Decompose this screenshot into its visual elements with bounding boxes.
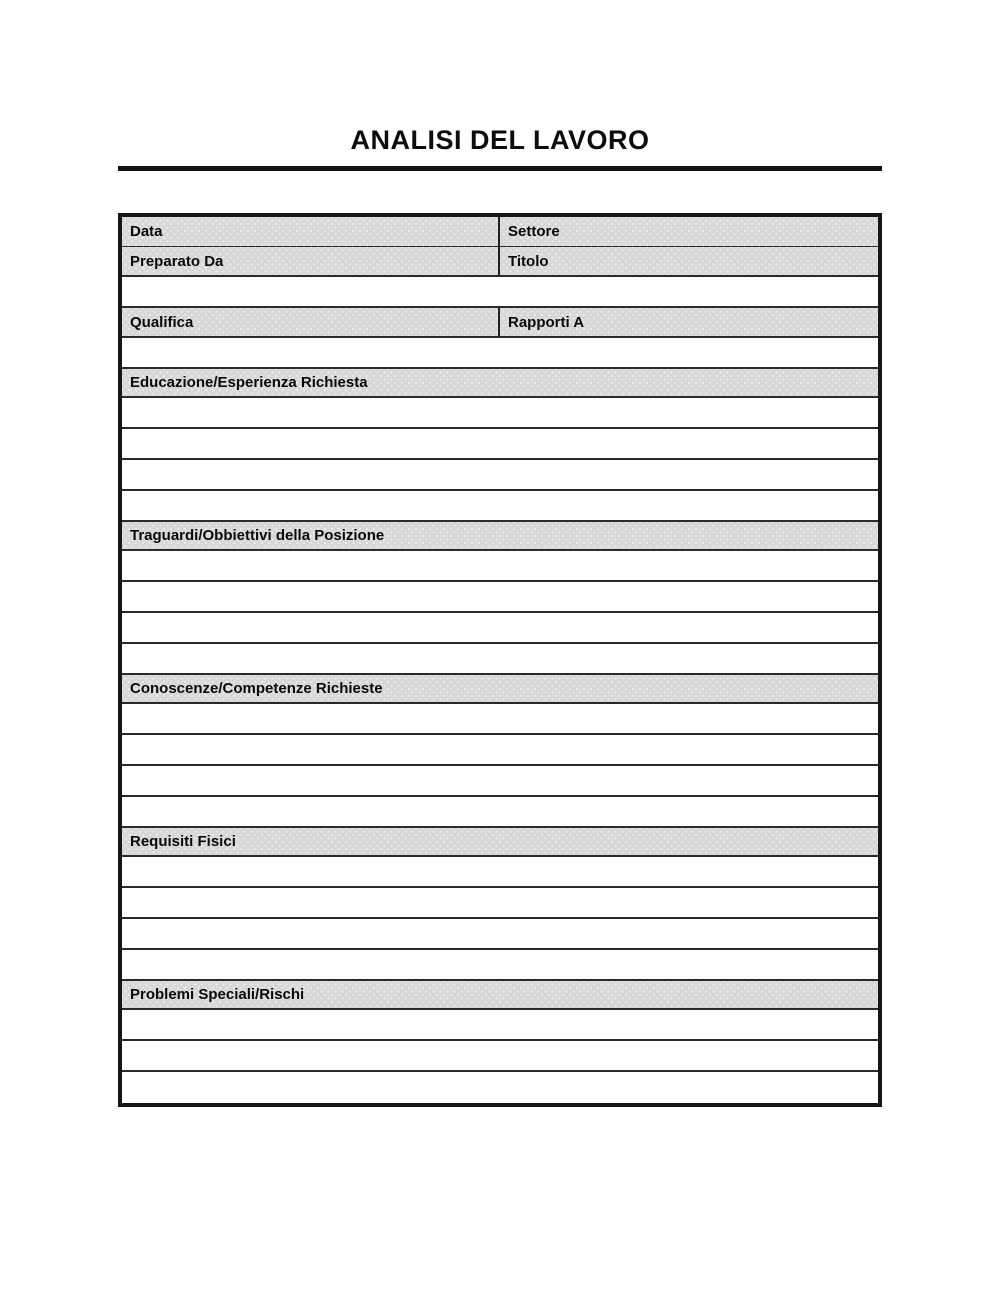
write-line [122,857,878,888]
write-line [122,338,878,369]
write-line [122,1010,878,1041]
write-line [122,766,878,797]
form-section-problemi-speciali-rischi [122,981,878,1103]
write-line [122,277,878,308]
write-line [122,888,878,919]
title-divider-rule [118,166,882,171]
write-line [122,704,878,735]
field-label-data: Data [122,217,500,246]
form-section-conoscenze-competenze [122,675,878,828]
write-line [122,644,878,675]
section-write-lines [122,551,878,675]
write-line [122,1041,878,1072]
form-row-data-settore [122,217,878,247]
write-line [122,460,878,491]
section-header-educazione-esperienza: Educazione/Esperienza Richiesta [122,369,878,398]
write-line [122,551,878,582]
section-write-lines [122,1010,878,1103]
write-line [122,950,878,981]
field-label-rapporti-a: Rapporti A [508,313,585,331]
section-write-lines [122,398,878,522]
form-row-preparatoda-titolo [122,247,878,277]
document-title: ANALISI DEL LAVORO [350,125,650,155]
section-header-traguardi-obbiettivi: Traguardi/Obbiettivi della Posizione [122,522,878,551]
field-label-qualifica: Qualifica [122,308,500,336]
section-header-conoscenze-competenze: Conoscenze/Competenze Richieste [122,675,878,704]
write-line [122,398,878,429]
section-write-lines [122,704,878,828]
job-analysis-form-table [118,213,882,1107]
write-line [122,1072,878,1103]
write-line [122,735,878,766]
form-section-requisiti-fisici [122,828,878,981]
section-header-requisiti-fisici: Requisiti Fisici [122,828,878,857]
field-label-titolo: Titolo [508,252,549,270]
section-write-lines [122,857,878,981]
write-line [122,582,878,613]
form-row-qualifica-rapportia [122,308,878,338]
write-line [122,613,878,644]
field-label-preparato-da: Preparato Da [122,247,500,275]
form-section-traguardi-obbiettivi [122,522,878,675]
form-section-educazione-esperienza [122,369,878,522]
write-line [122,797,878,828]
write-line [122,919,878,950]
field-label-settore: Settore [508,223,560,240]
section-header-problemi-speciali-rischi: Problemi Speciali/Rischi [122,981,878,1010]
write-line [122,491,878,522]
write-line [122,429,878,460]
